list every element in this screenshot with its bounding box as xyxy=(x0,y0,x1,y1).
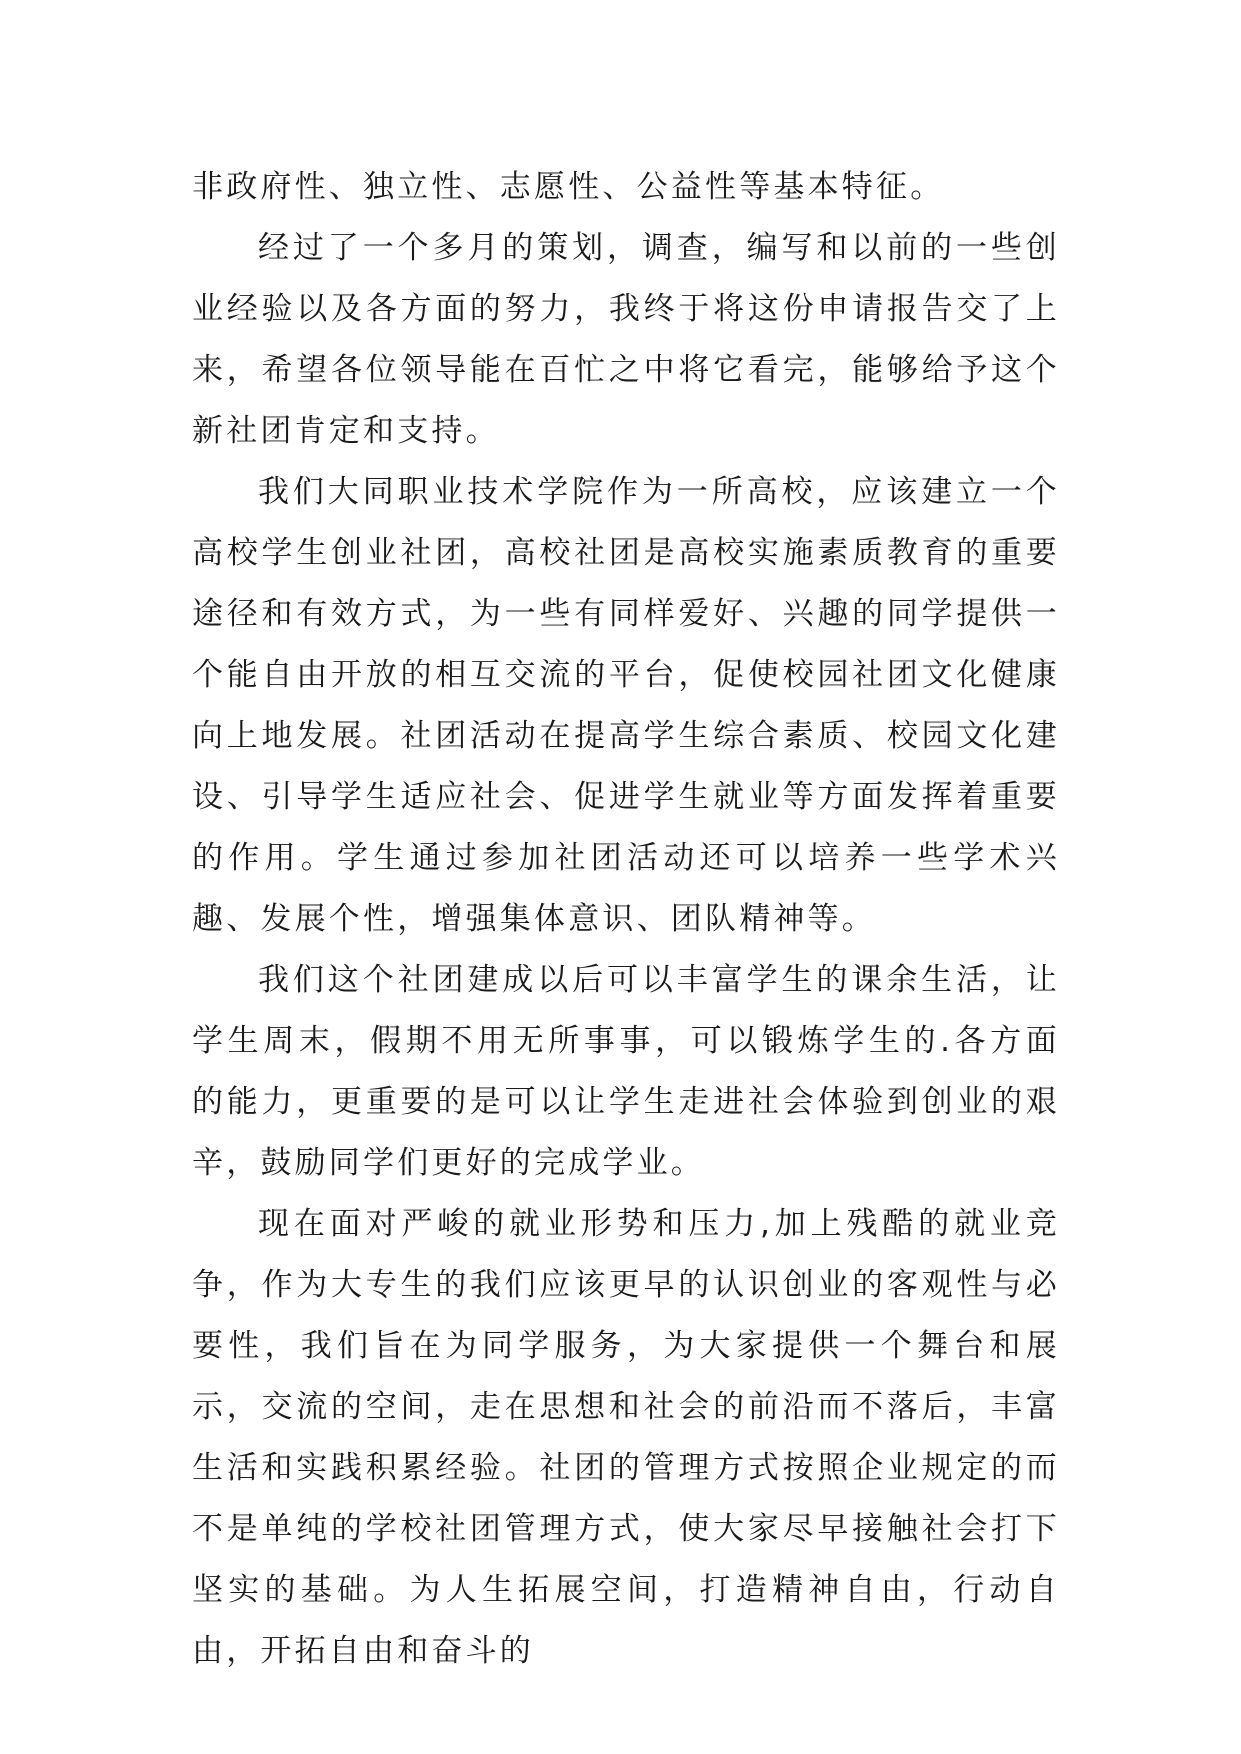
paragraph-4: 我们这个社团建成以后可以丰富学生的课余生活，让学生周末，假期不用无所事事，可以锻炼学生的.各方面的能力，更重要的是可以让学生走进社会体验到创业的艰辛，鼓励同学们更好的完成学业。 xyxy=(192,962,1060,1181)
paragraph-3: 我们大同职业技术学院作为一所高校，应该建立一个高校学生创业社团，高校社团是高校实施素质教育的重要途径和有效方式，为一些有同样爱好、兴趣的同学提供一个能自由开放的相互交流的平台，促使校园社团文化健康向上地发展。社团活动在提高学生综合素质、校园文化建设、引导学生适应社会、促进学生就业等方面发挥着重要的作用。学生通过参加社团活动还可以培养一些学术兴趣、发展个性，增强集体意识、团队精神等。 xyxy=(192,474,1060,937)
paragraph-5: 现在面对严峻的就业形势和压力,加上残酷的就业竞争，作为大专生的我们应该更早的认识创业的客观性与必要性，我们旨在为同学服务，为大家提供一个舞台和展示，交流的空间，走在思想和社会的前沿而不落后，丰富生活和实践积累经验。社团的管理方式按照企业规定的而不是单纯的学校社团管理方式，使大家尽早接触社会打下坚实的基础。为人生拓展空间，打造精神自由，行动自由，开拓自由和奋斗的 xyxy=(192,1206,1060,1669)
document-body xyxy=(192,157,1060,1682)
paragraph-1: 非政府性、独立性、志愿性、公益性等基本特征。 xyxy=(192,169,945,205)
paragraph-2: 经过了一个多月的策划，调查，编写和以前的一些创业经验以及各方面的努力，我终于将这份申请报告交了上来，希望各位领导能在百忙之中将它看完，能够给予这个新社团肯定和支持。 xyxy=(192,230,1060,449)
